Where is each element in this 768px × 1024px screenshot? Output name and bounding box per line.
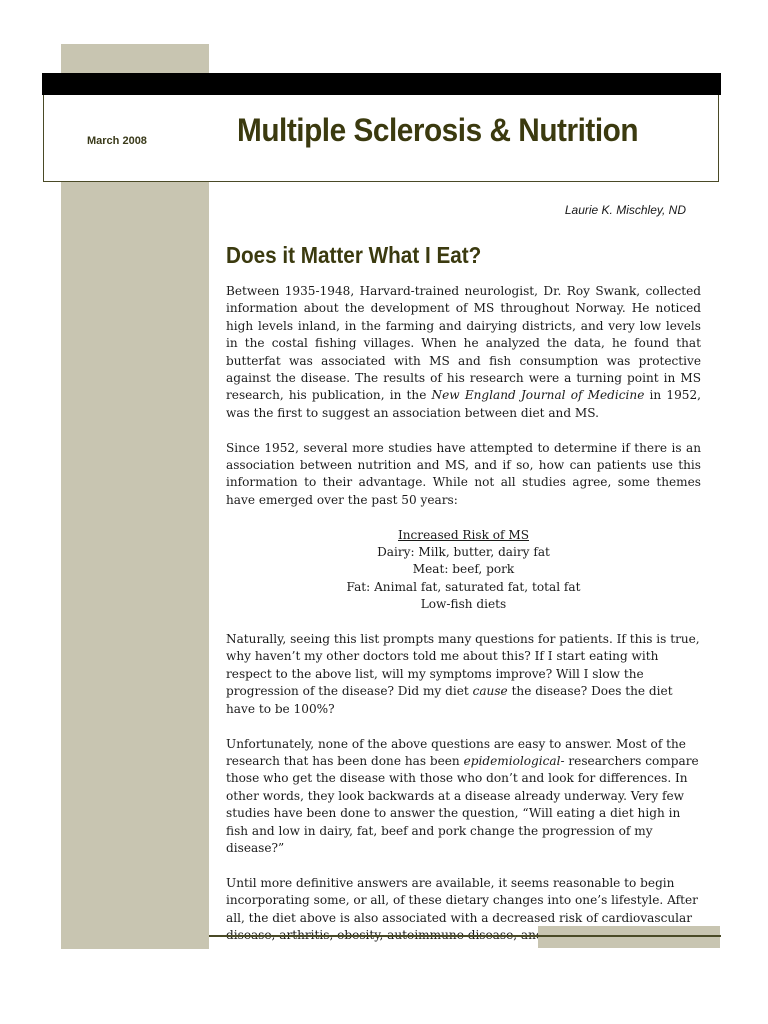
header-bar [42, 73, 721, 95]
issue-date: March 2008 [87, 135, 147, 147]
article-body [226, 283, 701, 962]
risk-list-item: Dairy: Milk, butter, dairy fat [377, 545, 550, 560]
header-box [43, 95, 719, 182]
epidemiological-emphasis: epidemiological- [463, 753, 565, 768]
risk-list [226, 527, 701, 614]
risk-list-item: Meat: beef, pork [412, 562, 515, 577]
risk-list-item: Low-fish diets [420, 597, 507, 612]
p1-text-b: in 1952, was the first to suggest an association between diet and MS. [226, 388, 702, 420]
p3-text-a: Naturally, seeing this list prompts many questions for patients. If this is true, why haven’t my other doctors told me about this? If I start eating with respect to the above list, will my symptoms improve? Will I slow the progression of the disease? Did my diet [226, 632, 700, 699]
paragraph-research [226, 736, 701, 858]
risk-list-title: Increased Risk of MS [397, 527, 530, 542]
paragraph-questions [226, 631, 701, 718]
journal-name: New England Journal of Medicine [431, 388, 645, 403]
paragraph-conclusion: Until more definitive answers are available, it seems reasonable to begin incorporating some, or all, of these dietary changes into one’s lifestyle. After all, the diet above is also associated with a decreased risk of cardiovascular [226, 875, 698, 925]
p4-text-b: researchers compare those who get the disease with those who don’t and look for differences. In other words, they look backwards at a disease already underway. Very few studies have been done to answer the question, “Will eating a diet high in fish and low in dairy, fat, beef and pork change the progression of my disease?” [226, 753, 699, 855]
p1-text-a: Between 1935-1948, Harvard-trained neurologist, Dr. Roy Swank, collected information about the development of MS throughout Norway. He noticed high levels inland, in the farming and dairying districts, and very low levels in the costal fishing villages. When he analyzed the data, he found that butterfat was associated with MS and fish consumption was protective against the disease. The results of his research were a turning point in MS research, his publication, in the [226, 284, 701, 403]
p4-text-a: Unfortunately, none of the above questions are easy to answer. Most of the research that has been done has been [226, 736, 686, 768]
risk-list-item: Fat: Animal fat, saturated fat, total fat [346, 579, 581, 594]
footer-rule [209, 935, 721, 937]
footer-tab [538, 926, 720, 948]
newsletter-title: Multiple Sclerosis & Nutrition [237, 112, 639, 148]
section-heading: Does it Matter What I Eat? [226, 242, 482, 268]
paragraph-swank-history [226, 283, 701, 422]
cause-emphasis: cause [472, 684, 508, 699]
paragraph-studies: Since 1952, several more studies have attempted to determine if there is an association between nutrition and MS, and if so, how can patients use this information to their advantage. While not all studies agree, some themes have emerged over the past 50 years: [226, 440, 701, 507]
author-byline: Laurie K. Mischley, ND [564, 203, 686, 217]
p3-text-b: the disease? Does the diet have to be 100%? [226, 684, 673, 716]
